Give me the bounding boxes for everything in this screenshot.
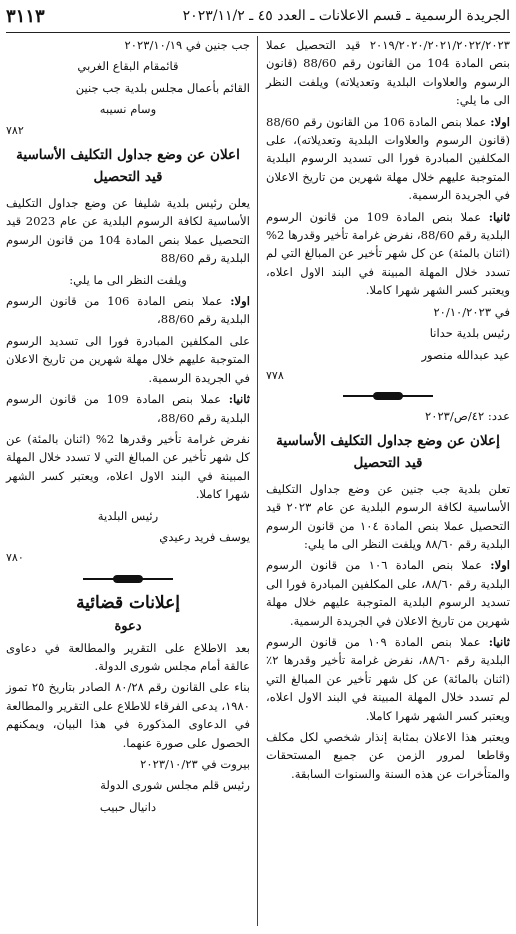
header-title: الجريدة الرسمية ـ قسم الاعلانات ـ العدد ٤٥ ـ ٢٠٢٣/١١/٢ [182, 8, 510, 24]
paragraph [266, 556, 510, 630]
item-label: اولا: [490, 558, 511, 573]
date-line: في ٢٠/١٠/٢٠٢٣ [433, 304, 510, 319]
item-label: اولا: [490, 114, 511, 129]
paragraph [266, 208, 510, 300]
item-text: عملا بنص المادة ١٠٩ من قانون الرسوم البلدية رقم ٨٨/٦٠، نفرض غرامة تأخير وقدرها ٢٪ (اثنان بالمائة) عن كل شهر تأخير عن المبالغ التي لم تسدد خلال المهلة المبينة في البند الاول اعلاه، ويعتبر كسر الشهر شهرا كاملا. [266, 634, 510, 723]
page-header [6, 6, 510, 33]
paragraph: ويعتبر هذا الاعلان بمثابة إنذار شخصي لكل مكلف وقاطعا لمرور الزمن عن جميع المستحقات والمتأخرات عن هذه السنة والسنوات السابقة. [266, 730, 510, 781]
notice-heading: اعلان عن وضع جداول التكليف الأساسية قيد التحصيل [16, 147, 240, 186]
signer-title: رئيس بلدية حدانا [429, 326, 510, 341]
page-number: ٣١١٣ [6, 6, 45, 27]
paragraph [6, 292, 250, 329]
paragraph: تعلن بلدية جب جنين عن وضع جداول التكليف الأساسية لكافة الرسوم البلدية عن عام ٢٠٢٣ قيد التحصيل عملا بنص المادة ١٠٤ من قانون الرسوم البلدية رقم ٨٨/٦٠ ويلفت النظر الى ما يلي: [266, 481, 511, 551]
section-title: إعلانات قضائية [76, 592, 180, 613]
signer-title: رئيس قلم مجلس شورى الدولة [100, 778, 250, 793]
section-divider [266, 389, 510, 403]
signer-title: القائم بأعمال مجلس بلدية جب جنين [75, 80, 250, 95]
item-label: ثانيا: [488, 634, 511, 649]
item-text: عملا بنص المادة 109 من قانون الرسوم البلدية رقم 88/60، [6, 392, 250, 425]
paragraph: ويلفت النظر الى ما يلي: [69, 272, 187, 287]
paragraph: على المكلفين المبادرة فورا الى تسديد الرسوم المتوجبة عليهم خلال مهلة شهرين من تاريخ الاعلان في الجريدة الرسمية. [6, 333, 250, 385]
column-divider [257, 36, 258, 926]
item-label: ثانيا: [228, 392, 251, 407]
item-label: اولا: [230, 294, 250, 309]
paragraph: بناء على القانون رقم ٨٠/٢٨ الصادر بتاريخ ٢٥ تموز ١٩٨٠، يدعى الفرقاء للاطلاع على التقرير والمطالعة في الدعاوى المذكورة في هذا البيان، ويمكنهم الحصول على صورة عنهما. [6, 680, 251, 750]
item-text: عملا بنص المادة 109 من قانون الرسوم البلدية رقم 88/60، نفرض غرامة تأخير وقدرها 2% (اثنان بالمئة) عن كل شهر تأخير عن المبالغ التي لم تسدد خلال المهلة المبينة في البند الاول اعلاه، ويعتبر كسر الشهر شهرا كاملا. [266, 209, 510, 298]
place-date: جب جنين في ٢٠٢٣/١٠/١٩ [124, 38, 250, 52]
reference-number: ٧٨٠ [6, 551, 24, 565]
item-text: عملا بنص المادة 106 من القانون رقم 88/60 (قانون الرسوم والعلاوات البلدية وتعديلاته)، على المكلفين المبادرة فورا الى تسديد الرسوم البلدية المتوجبة عليهم خلال مهلة شهرين من تاريخ الاعلان في الجريدة الرسمية. [266, 114, 510, 203]
right-column [266, 36, 510, 926]
signer-name: يوسف فريد رعيدي [159, 529, 250, 544]
signer-name: دانيال حبيب [99, 799, 157, 814]
signer-name: وسام نسيبه [99, 102, 157, 117]
signer-name: عيد عبدالله منصور [421, 347, 510, 362]
paragraph: نفرض غرامة تأخير وقدرها 2% (اثنان بالمئة) عن كل شهر تأخير عن المبالغ التي لا تسدد خلال المهلة المبينة في البند الاول اعلاه، ويعتبر كسر الشهر شهرا كاملا. [6, 431, 250, 502]
section-divider [6, 572, 250, 586]
place-date: بيروت في ٢٠٢٣/١٠/٢٣ [140, 757, 250, 771]
item-label: ثانيا: [488, 209, 511, 224]
paragraph: بعد الاطلاع على التقرير والمطالعة في دعاوى عالقة أمام مجلس شورى الدولة. [6, 640, 250, 673]
paragraph [266, 113, 510, 205]
paragraph [6, 390, 250, 427]
notice-heading: إعلان عن وضع جداول التكليف الأساسية قيد التحصيل [276, 432, 500, 471]
paragraph [266, 633, 510, 725]
paragraph: يعلن رئيس بلدية شليفا عن وضع جداول التكليف الأساسية لكافة الرسوم البلدية عن عام 2023 قيد التحصيل عملا بنص المادة 104 من قانون الرسوم البلدية رقم 88/60 [6, 196, 251, 266]
item-text: عملا بنص المادة 106 من قانون الرسوم البلدية رقم 88/60، [6, 294, 250, 327]
reference-number: ٧٨٢ [6, 123, 24, 137]
paragraph: ٢٠١٩/٢٠٢٠/٢٠٢١/٢٠٢٢/٢٠٢٣ قيد التحصيل عملا بنص المادة 104 من القانون رقم 88/60 (قانون الرسوم والعلاوات البلدية وتعديلاته) ويلفت النظر الى ما يلي: [266, 38, 511, 108]
signer-title: رئيس البلدية [97, 508, 159, 523]
sub-title: دعوة [114, 619, 142, 635]
left-column [6, 36, 250, 926]
reference-number: ٧٧٨ [266, 368, 284, 382]
issue-reference: عدد: ٤٢/ص/٢٠٢٣ [425, 409, 510, 424]
item-text: عملا بنص المادة ١٠٦ من قانون الرسوم البلدية رقم ٨٨/٦٠، على المكلفين المبادرة فورا الى تسديد الرسوم البلدية المتوجبة عليهم خلال مهلة شهرين من تاريخ الاعلان في الجريدة الرسمية. [266, 558, 510, 628]
signer-title: قائمقام البقاع الغربي [77, 59, 179, 74]
